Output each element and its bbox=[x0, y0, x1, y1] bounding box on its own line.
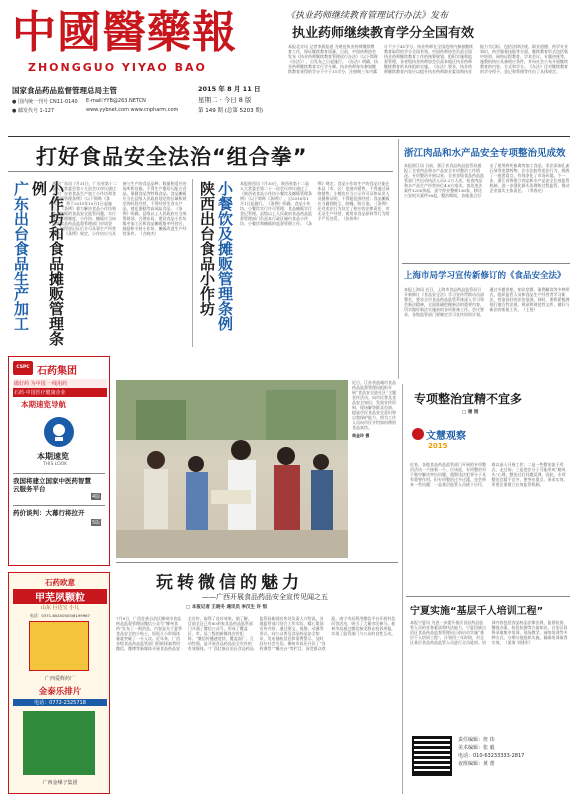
right-lower-divider bbox=[402, 384, 403, 794]
preview-title: 本期速览 bbox=[37, 452, 69, 461]
commentary-body: 近来，各地食品药品监管部门开展的专项整治活动一个接着一个。应该说，专项整治对于集中解决突出问题、震慑违法犯罪分子具有重要作用。但专项整治过多过滥，也会带来一些问题：一是基层监管人员疲于应付，难以深入开展工作；二是一些整治流于形式，走过场；三是违法分子可能形成“避风头”心理，整治过后问题反弹。因此，专项整治宜精不宜多，要突出重点，务求实效，更要注重建立长效监管机制。 bbox=[410, 462, 568, 487]
bottom-ad-box-image-2 bbox=[23, 711, 95, 775]
wenhui-year: 2015 bbox=[428, 442, 448, 450]
lead-headline-rule bbox=[8, 171, 393, 172]
lead-headline: 打好食品安全法治“组合拳” bbox=[36, 145, 308, 169]
feature-story bbox=[116, 564, 398, 794]
photo-credit: 周金玲 摄 bbox=[352, 433, 370, 438]
wenhui-label: 文慧观察 bbox=[426, 431, 466, 442]
sidebar-this-week: 本期速览导航 bbox=[21, 400, 66, 409]
sidebar-slogan-2: 石药·中国医疗健康企业 bbox=[13, 388, 107, 397]
zhejiang-body: 本报浙江讯 日前，浙江省食品药品监管局通报了全省肉品和水产品安全专项整治工作情况。专项整治开展以来，全省各级食品药品监管部门共出动执法人员3.2万人次，检查肉品和水产品生产经营单位4.6万家次，查处违法案件1200余起，责令停业整顿136家，移送公安机关案件58起。整治期间，各地重点打击了使用病死畜禽肉加工食品、非法添加孔雀石绿等违禁药物、注水注胶等违法行为，捣毁了一批黑窝点，有效净化了市场环境。下一步，浙江省将建立肉品和水产品安全长效监管机制，进一步强化源头治理和过程监管，推动企业落实主体责任。（李春光） bbox=[404, 163, 570, 198]
sidebar-company: 石药集团 bbox=[37, 366, 77, 377]
shanghai-body: 本报上海讯 近日，上海市食品药品监管局召开新修订《食品安全法》学习宣传贯彻动员部署会，要求全市食品药品监管系统深入学习领会新法精神，全面准确把握新法的重要内容，切实做好新法实施前的各项准备工作。会议要求，各级监管部门要制定学习宣传培训计划，通过专题讲座、知识竞赛、案例解读等多种形式，组织监管人员和食品生产经营者学习新法，营造良好的法治氛围。同时，要抓紧梳理现行地方性法规、规章和规范性文件，做好与新法的衔接工作。（王坚） bbox=[404, 287, 570, 317]
feature-top-rule bbox=[116, 562, 398, 563]
preview-rule-2 bbox=[13, 505, 105, 506]
newspaper-pinyin: ZHONGGUO YIYAO BAO bbox=[28, 61, 207, 74]
issue-weekday: 星期二 · 今日 8 版 bbox=[198, 96, 252, 104]
footer-design: 美术编辑：张 毅 bbox=[458, 745, 495, 751]
newspaper-title: 中國醫藥報 bbox=[12, 7, 237, 58]
issue-date: 2015 年 8 月 11 日 bbox=[198, 85, 261, 93]
preview-rule bbox=[13, 473, 105, 474]
cspc-logo bbox=[13, 361, 33, 375]
guangdong-title-2: 小作坊和食品摊贩管理条例 bbox=[30, 181, 65, 346]
commentary-title: 专项整治宜精不宜多 bbox=[414, 392, 523, 406]
bottom-ad-phone: 电话：0371-60450505/6199967 bbox=[30, 613, 90, 618]
sidebar-slogan-1: 做好药 为中国 一线用药 bbox=[13, 379, 107, 388]
photo-caption bbox=[352, 380, 398, 558]
top-story-body: 本报北京讯 记者李燕报道 为规范执业药师继续教育工作，保证继续教育质量，日前，中国药师协会发布《执业药师继续教育管理试行办法》（以下简称《办法》），自发布之日起施行。《办法》明确，执业药师继续教育实行学分制，执业药师每年参加继续教育获得的学分不少于15学分，注册期三年内累计不少于45学分。执业药师在全国范围内参加继续教育取得的学分全国有效。中国药师协会负责全国执业药师继续教育工作的统筹规划、组织实施和监督管理，各省级执业药师协会负责本地区执业药师继续教育的具体组织实施。《办法》要求，执业药师继续教育内容应以提升执业药师职业素质和执业能力为目标，包括法律法规、职业道德、药学专业知识、药学服务技能等方面。继续教育形式包括集中培训、网络远程教育、学术会议、专题讲座等，施教机构应具备相应条件，并向社会公布开展继续教育的内容、方式和学分。《办法》还对继续教育的学分授予、登记和管理等作出了具体规定。 bbox=[288, 44, 568, 74]
footer-phone: 电话：010-63233333-2817 bbox=[458, 753, 525, 759]
bottom-ad-box-image bbox=[29, 621, 89, 671]
right-lower-rule bbox=[406, 596, 570, 597]
feature-body: 7月8日，广西壮族自治区柳州市食品药品监督管理局微信公众号“柳州食药”发布了一则消息，内容是关于夏季食品安全的小贴士，短短几小时阅读量就突破了一万人次。近年来，广西各级食品药品监管部门积极探索利用微信、微博等新媒体开展食品药品安全宣传，取得了良好效果。据了解，目前全区已有80余家食品药品监管部门开通了微信公众号，形成了覆盖区、市、县三级的新媒体宣传矩阵。“微信传播速度快、覆盖面广、互动性强，是开展食品药品安全宣传的有效载体。”广西壮族自治区食品药品监管局新闻宣传处负责人介绍说。各地监管部门结合工作实际，精心策划宣传内容，通过图文、视频、动漫等形式，向公众普及食品药品安全知识，发布抽检信息和消费警示，及时回应社会关切。柳州市局还开设了“食药课堂”“曝光台”等栏目，深受群众欢迎。南宁市局利用微信平台开展有奖问答活动，吸引了大量市民参与。桂林市局通过微信接受群众投诉举报，实现了监管部门与公众的良性互动。 bbox=[116, 616, 396, 651]
bottom-ad-tagline: 山东 巨达宝 小儿 bbox=[40, 605, 80, 611]
shaanxi-title-2: 小餐饮及摊贩管理条例 bbox=[216, 181, 234, 331]
postal-code: ● 邮发代号 1-127 bbox=[12, 108, 55, 114]
right-column bbox=[402, 139, 570, 379]
lead-story bbox=[8, 139, 393, 349]
guangdong-title-1: 广东出台食品生产加工 bbox=[12, 181, 30, 331]
shaanxi-body: 本报陕西讯 7月30日，陕西省第十二届人大常委会第二十一次会议审议通过了《陕西省食品小作坊小餐饮及摊贩管理条例》（以下简称《条例》），自2016年1月1日起施行。《条例》明确，食品小作坊、小餐饮实行许可管理，食品摊贩实行登记管理。县级以上人民政府食品药品监督管理部门负责本行政区域内食品小作坊、小餐饮和摊贩的监督管理工作。《条例》规定，食品小作坊生产的食品只能在本县（市、区）范围内销售，不得通过网络销售；小餐饮应当公示许可证和从业人员健康证明，不得超范围经营；食品摊贩应当做到防尘、防蝇、防污染。《条例》还对违法行为设定了相应的法律责任，对无证生产经营、使用非食品原料等行为给予严厉处罚。（张伟华） bbox=[240, 181, 390, 226]
masthead-rule bbox=[8, 136, 570, 137]
preview-box bbox=[9, 413, 109, 565]
ningxia-headline: 宁夏实施“基层千人培训工程” bbox=[410, 606, 544, 617]
cspc-logo-text: CSPC bbox=[16, 365, 30, 370]
bottom-ad-company2: 广西爱辉药厂 bbox=[44, 676, 75, 682]
website: www.yybnet.com www.cnpharm.com bbox=[86, 107, 179, 113]
right-lower bbox=[406, 384, 570, 794]
preview-item-1-page: 4版 bbox=[92, 494, 101, 500]
preview-subtitle: THIS LOOK bbox=[43, 462, 68, 467]
bottom-ad-product: 甲芜夙颗粒 bbox=[13, 589, 107, 604]
masthead bbox=[8, 6, 308, 116]
cn-number: ● 国内统一刊号 CN11-0140 bbox=[12, 99, 78, 105]
preview-item-1[interactable]: 我国将建立国家中医药智慧云服务平台 bbox=[13, 477, 91, 493]
news-photo bbox=[116, 380, 348, 558]
bottom-ad bbox=[8, 572, 110, 794]
sponsor: 国家食品药品监督管理总局主管 bbox=[12, 86, 117, 95]
shaanxi-title-1: 陕西出台食品小作坊 bbox=[198, 181, 216, 316]
photo-scene bbox=[116, 380, 348, 558]
sidebar-ad bbox=[8, 356, 110, 566]
preview-item-2-page: 5版 bbox=[92, 520, 101, 526]
feature-subtitle: ——广西开展食品药品安全宣传见闻之五 bbox=[202, 593, 328, 601]
issue-number: 第 149 期 (总第 5203 期) bbox=[198, 108, 264, 114]
right-column-rule bbox=[402, 263, 570, 264]
commentary-author: □ 谢 刚 bbox=[462, 410, 479, 415]
preview-icon bbox=[44, 417, 74, 447]
lead-divider bbox=[192, 179, 193, 347]
feature-byline: □ 本报记者 王晓冬 通讯员 李汉生 许 恒 bbox=[186, 605, 268, 610]
bottom-ad-phone2: 电话：0772-2325718 bbox=[13, 699, 107, 706]
top-story-kicker: 《执业药师继续教育管理试行办法》发布 bbox=[286, 11, 449, 21]
guangdong-body: 本报广东讯 7月31日，广东省第十二届人大常委会第十九次会议审议通过了《广东省食品生产加工小作坊和食品摊贩管理条例》（以下简称《条例》），将于2015年10月1日起施行。《条例》着力解决食品小作坊和食品摊贩的食品安全监管问题，实行登记管理制度，小作坊、摊贩应当向县级食品药品监督管理部门申请登记，取得登记证后方可从事生产经营活动。《条例》规定，小作坊应当具备与生产的食品品种、数量相适应的场所和设施，不得生产婴幼儿配方食品、保健食品等特殊食品。食品摊贩应当在县级人民政府划定的区域和规定的时段经营，不得经营生食水产品、裱花蛋糕等高风险食品。《条例》明确，县级以上人民政府应当统筹规划、合理布局，建设食品小作坊集中加工区和食品摊贩集中经营区，鼓励和支持小作坊、摊贩改进生产经营条件。（吉晓杰） bbox=[52, 181, 187, 236]
bottom-ad-company3: 广西金嗓子集团 bbox=[42, 780, 78, 786]
footer-editor: 责任编辑：詹 玮 bbox=[458, 737, 495, 743]
footer-credits bbox=[458, 736, 568, 768]
feature-title: 玩转微信的魅力 bbox=[156, 573, 303, 593]
zhejiang-headline: 浙江肉品和水产品安全专项整治见成效 bbox=[404, 148, 566, 159]
bottom-ad-brand: 石药欧意 bbox=[45, 578, 75, 587]
qr-code bbox=[412, 736, 452, 776]
top-story bbox=[270, 6, 570, 136]
bottom-ad-ad2: 金泰乐排片 bbox=[38, 687, 82, 697]
wenhui-icon bbox=[412, 428, 424, 440]
photo-caption-text: 近日，江苏省盐城市食品药品监督管理局组织开展“食品安全进社区”主题宣传活动，向市民普及食品安全知识，发放宣传资料，现场解答群众咨询，提高市民食品安全意识和自我保护能力。图为工作人员向市民介绍如何辨别食品真伪。 bbox=[352, 380, 397, 430]
ningxia-body: 本报宁夏讯 为进一步提升基层食品药品监管人员的业务素质和执法能力，宁夏回族自治区食品药品监督管理局日前启动实施“基层千人培训工程”，计划用三年时间，对全区基层食品药品监管人员进行全员轮训。培训内容包括食品药品法律法规、监督检查、稽查办案、检验检测等方面知识。自治区局将采取集中培训、现场教学、网络培训等多种方式，分期分批组织实施，确保培训取得实效。（姜海 刘建军） bbox=[410, 620, 568, 645]
wenhui-badge bbox=[412, 424, 482, 460]
email: E-mail:YYB@263.NETCN bbox=[86, 98, 146, 104]
top-story-headline: 执业药师继续教育学分全国有效 bbox=[292, 26, 475, 41]
right-column-divider bbox=[398, 139, 399, 379]
footer-night-editor: 夜班编辑：黄 蕾 bbox=[458, 761, 495, 767]
shanghai-headline: 上海市局学习宣传新修订的《食品安全法》 bbox=[404, 271, 566, 281]
preview-item-2[interactable]: 药价谈判：大幕行将拉开 bbox=[13, 509, 85, 517]
